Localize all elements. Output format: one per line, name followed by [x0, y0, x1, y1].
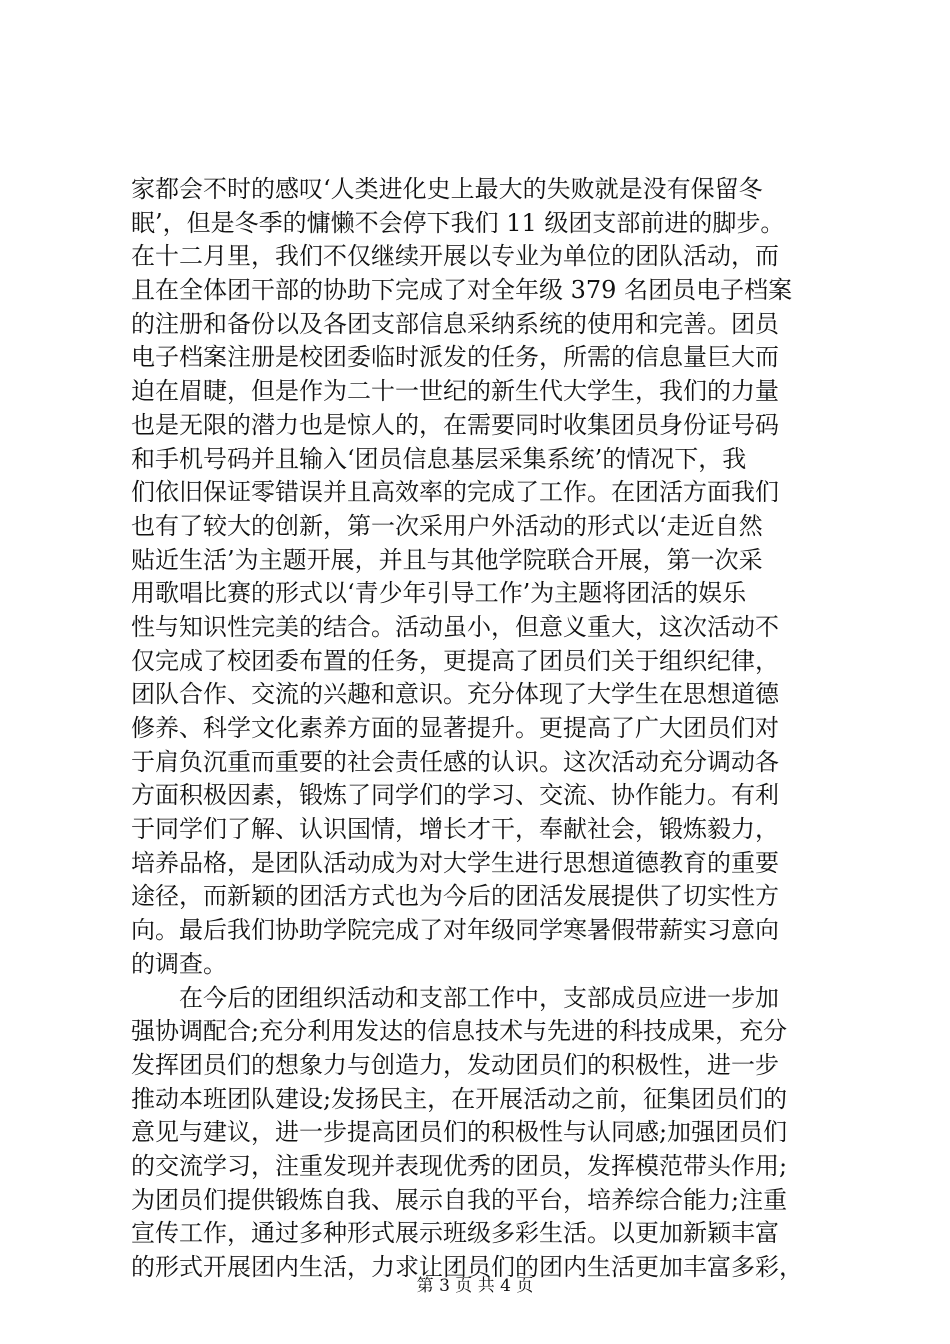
text-line: 的形式开展团内生活，力求让团员们的团内生活更加丰富多彩，: [131, 1253, 803, 1281]
text-line: 在今后的团组织活动和支部工作中，支部成员应进一步加: [131, 983, 779, 1012]
text-line: 方面积极因素，锻炼了同学们的学习、交流、协作能力。有利: [131, 781, 779, 810]
text-line: 途径，而新颖的团活方式也为今后的团活发展提供了切实性方: [131, 882, 779, 911]
text-line: 宣传工作，通过多种形式展示班级多彩生活。以更加新颖丰富: [131, 1219, 779, 1248]
text-line: 于同学们了解、认识国情，增长才干，奉献社会，锻炼毅力，: [131, 815, 779, 844]
text-line: 也有了较大的创新，第一次采用户外活动的形式以‘走近自然: [131, 511, 763, 540]
text-line: 发挥团员们的想象力与创造力，发动团员们的积极性，进一步: [131, 1050, 779, 1079]
body-text: [131, 173, 831, 1285]
text-line: 为团员们提供锻炼自我、展示自我的平台，培养综合能力;注重: [131, 1185, 788, 1214]
text-line: 培养品格，是团队活动成为对大学生进行思想道德教育的重要: [131, 848, 779, 877]
text-line: 们依旧保证零错误并且高效率的完成了工作。在团活方面我们: [131, 478, 779, 507]
text-line: 意见与建议，进一步提高团员们的积极性与认同感;加强团员们: [131, 1118, 788, 1147]
text-line: 用歌唱比赛的形式以‘青少年引导工作’为主题将团活的娱乐: [131, 579, 747, 608]
text-line: 团队合作、交流的兴趣和意识。充分体现了大学生在思想道德: [131, 680, 779, 709]
text-line: 修养、科学文化素养方面的显著提升。更提高了广大团员们对: [131, 714, 779, 742]
text-line: 也是无限的潜力也是惊人的，在需要同时收集团员身份证号码: [131, 410, 779, 439]
text-line: 推动本班团队建设;发扬民主，在开展活动之前，征集团员们的: [131, 1084, 788, 1113]
text-line: 向。最后我们协助学院完成了对年级同学寒暑假带薪实习意向: [131, 916, 779, 945]
text-line: 家都会不时的感叹‘人类进化史上最大的失败就是没有保留冬: [131, 175, 763, 203]
text-line: 的调查。: [131, 949, 227, 978]
text-line: 于肩负沉重而重要的社会责任感的认识。这次活动充分调动各: [131, 747, 779, 776]
text-line: 强协调配合;充分利用发达的信息技术与先进的科技成果，充分: [131, 1017, 788, 1046]
text-line: 贴近生活’为主题开展，并且与其他学院联合开展，第一次采: [131, 545, 763, 574]
text-line: 电子档案注册是校团委临时派发的任务，所需的信息量巨大而: [131, 343, 779, 372]
text-line: 仅完成了校团委布置的任务，更提高了团员们关于组织纪律，: [131, 646, 779, 675]
text-line: 且在全体团干部的协助下完成了对全年级 379 名团员电子档案: [131, 276, 793, 305]
text-line: 眠’，但是冬季的慵懒不会停下我们 11 级团支部前进的脚步。: [131, 208, 785, 237]
text-line: 和手机号码并且输入‘团员信息基层采集系统’的情况下，我: [131, 444, 747, 473]
page-footer: 第 3 页 共 4 页: [416, 1276, 534, 1296]
text-line: 性与知识性完美的结合。活动虽小，但意义重大，这次活动不: [131, 612, 779, 641]
text-line: 在十二月里，我们不仅继续开展以专业为单位的团队活动，而: [131, 242, 779, 271]
text-line: 的注册和备份以及各团支部信息采纳系统的使用和完善。团员: [131, 309, 779, 338]
text-line: 迫在眉睫，但是作为二十一世纪的新生代大学生，我们的力量: [131, 377, 779, 406]
text-line: 的交流学习，注重发现并表现优秀的团员，发挥模范带头作用;: [131, 1151, 788, 1180]
